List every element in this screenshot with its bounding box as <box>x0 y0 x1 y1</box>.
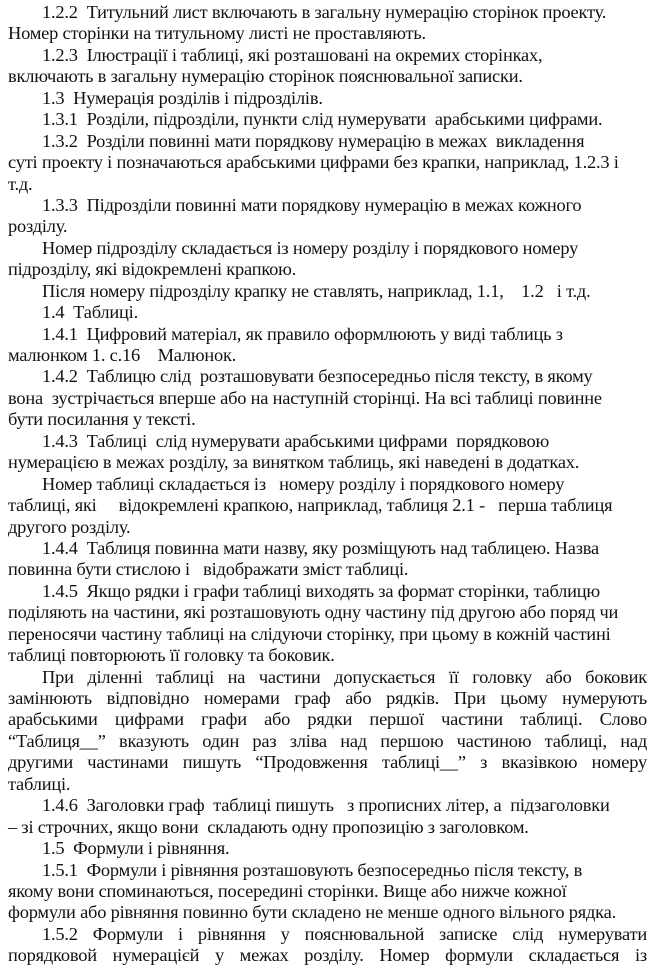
text-line: другими частинами пишуть “Продовження таблиці__” з вказівкою номеру <box>8 752 647 773</box>
text-line: 1.4.5 Якщо рядки і графи таблиці виходять за формат сторінки, таблицю <box>42 580 600 601</box>
paragraph <box>8 2 647 45</box>
text-line: малюнком 1. с.16 Малюнок. <box>8 345 237 365</box>
paragraph <box>8 366 647 430</box>
text-line: При діленні таблиці на частини допускається її головку або боковик <box>42 666 647 687</box>
text-line: 1.4.4 Таблиця повинна мати назву, яку розміщують над таблицею. Назва <box>42 537 599 558</box>
text-line: Номер підрозділу складається із номеру розділу і порядкового номеру <box>42 237 579 258</box>
text-line: 1.2.3 Ілюстрації і таблиці, які розташовані на окремих сторінках, <box>42 44 543 65</box>
text-line: 1.4.3 Таблиці слід нумерувати арабськими цифрами порядковою <box>42 430 549 451</box>
paragraph <box>8 195 647 238</box>
text-line: 1.5 Формули і рівняння. <box>42 838 230 859</box>
text-line: розділу. <box>8 216 68 237</box>
text-line: таблиці. <box>8 773 71 794</box>
paragraph <box>8 860 647 924</box>
paragraph <box>8 795 647 838</box>
paragraph <box>8 131 647 195</box>
paragraph <box>8 88 647 109</box>
paragraph <box>8 538 647 581</box>
paragraph <box>8 581 647 667</box>
paragraph <box>8 109 647 130</box>
text-line: 1.5.2 Формули і рівняння у пояснювальной записке слід нумерувати <box>42 923 647 944</box>
text-line: Після номеру підрозділу крапку не ставлять, наприклад, 1.1, 1.2 і т.д. <box>42 280 591 301</box>
text-line: другого розділу. <box>8 516 131 537</box>
text-line: 1.3.2 Розділи повинні мати порядкову нумерацію в межах викладення <box>42 130 585 151</box>
text-line: суті проекту і позначаються арабськими цифрами без крапки, наприклад, 1.2.3 і <box>8 152 619 173</box>
paragraph <box>8 667 647 796</box>
text-line: 1.5.1 Формули і рівняння розташовують безпосередньо після тексту, в <box>42 859 583 880</box>
text-line: замінюють відповідно номерами граф або рядків. При цьому нумерують <box>8 688 647 708</box>
text-line: 1.3.1 Розділи, підрозділи, пункти слід нумерувати арабськими цифрами. <box>42 109 603 130</box>
text-line: вона зустрічається вперше або на наступній сторінці. На всі таблиці повинне <box>8 387 602 408</box>
paragraph <box>8 238 647 281</box>
text-line: 1.4.2 Таблицю слід розташовувати безпосередньо після тексту, в якому <box>42 366 593 387</box>
text-line: формули або рівняння повинно бути складено не менше одного вільного рядка. <box>8 902 616 923</box>
text-line: Номер таблиці складається із номеру розділу і порядкового номеру <box>42 473 565 494</box>
text-line: 1.4.6 Заголовки граф таблиці пишуть з прописних літер, а підзаголовки <box>42 795 610 816</box>
text-line: таблиці повторюють її головку та боковик. <box>8 645 335 666</box>
text-line: таблиці, які відокремлені крапкою, наприклад, таблиця 2.1 - перша таблиця <box>8 495 613 516</box>
text-line: включають в загальну нумерацію сторінок пояснювальної записки. <box>8 66 523 87</box>
text-line: 1.4 Таблиці. <box>42 302 138 323</box>
paragraph <box>8 924 647 967</box>
text-line: 1.3 Нумерація розділів і підрозділів. <box>42 87 323 108</box>
text-line: бути посилання у тексті. <box>8 409 196 430</box>
text-line: підрозділу, які відокремлені крапкою. <box>8 259 297 280</box>
text-line: повинна бути стислою і відображати зміст таблиці. <box>8 559 409 580</box>
text-line: “Таблиця__” вказують один раз зліва над першою частиною таблиці, над <box>8 730 647 751</box>
text-line: арабськими цифрами графи або рядки першої частини таблиці. Слово <box>8 709 647 730</box>
text-line: – зі строчних, якщо вони складають одну пропозицію з заголовком. <box>8 816 529 837</box>
paragraph <box>8 45 647 88</box>
text-line: 1.2.2 Титульний лист включають в загальну нумерацію сторінок проекту. <box>42 2 607 22</box>
text-line: поділяють на частини, які розташовують одну частину під другою або поряд чи <box>8 602 619 623</box>
text-line: порядковой нумерацієй у межах розділу. Номер формули складається із <box>8 945 647 966</box>
paragraph <box>8 431 647 474</box>
paragraph <box>8 281 647 302</box>
text-line: нумерацією в межах розділу, за винятком таблиць, які наведені в додатках. <box>8 452 580 473</box>
text-line: Номер сторінки на титульному листі не проставляють. <box>8 23 426 44</box>
paragraph <box>8 474 647 538</box>
paragraph <box>8 838 647 859</box>
paragraph <box>8 302 647 323</box>
text-line: 1.4.1 Цифровий матеріал, як правило оформлюють у виді таблиць з <box>42 323 563 344</box>
text-line: 1.3.3 Підрозділи повинні мати порядкову нумерацію в межах кожного <box>42 194 582 215</box>
text-line: переносячи частину таблиці на слідуючи сторінку, при цьому в кожній частині <box>8 623 611 644</box>
paragraph <box>8 324 647 367</box>
text-line: т.д. <box>8 173 33 194</box>
text-line: якому вони споминаються, посередині сторінки. Вище або нижче кожної <box>8 880 567 901</box>
